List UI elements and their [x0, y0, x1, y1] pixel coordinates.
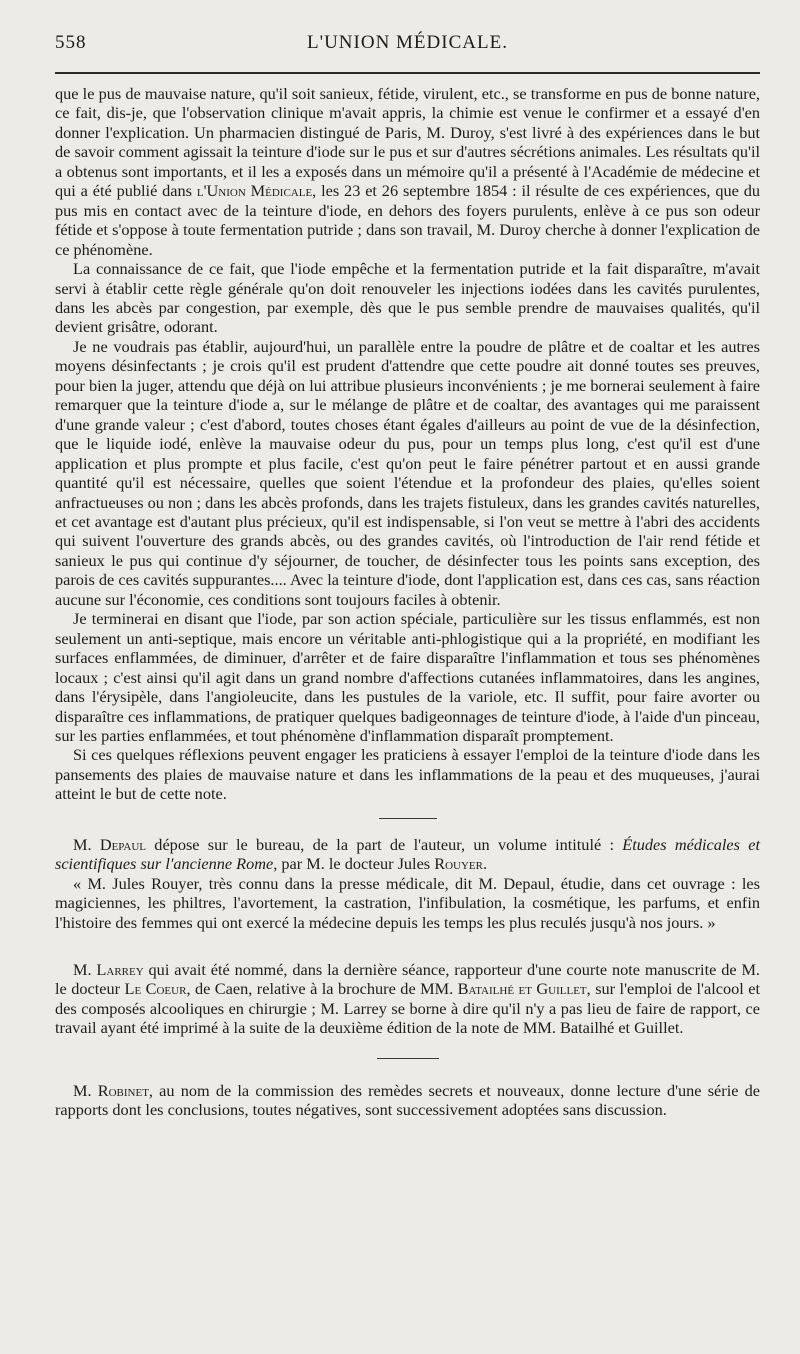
section-divider — [379, 818, 437, 819]
larrey-paragraph: M. Larrey qui avait été nommé, dans la dernière séance, rapporteur d'une courte note manuscrite de M. le docteur Le Coeur, de Caen, relative à la brochure de MM. Batailhé et Guillet, sur l'emploi de l'alcool et des composés alcooliques en chirurgie ; M. Larrey se borne à dire qu'il n'y a pas lieu de faire de rapport, ce travail ayant été imprimé à la suite de la deuxième édition de la note de MM. Batailhé et Guillet. — [55, 960, 760, 1038]
article-paragraph-5: Si ces quelques réflexions peuvent engager les praticiens à essayer l'emploi de la teinture d'iode dans les pansements des plaies de mauvaise nature et dans les inflammations de la peau et des muqueuses, j'aurai atteint le but de cette note. — [55, 745, 760, 804]
page-header — [55, 30, 760, 64]
article-paragraph-2: La connaissance de ce fait, que l'iode empêche et la fermentation putride et la fait disparaître, m'avait servi à établir cette règle générale qu'on doit renouveler les injections iodées dans les cavités purulentes, dans les abcès par congestion, par exemple, dès que le pus semble prendre de mauvaises qualités, qu'il devient grisâtre, odorant. — [55, 259, 760, 337]
author-names: Batailhé et Guillet — [457, 979, 587, 999]
depaul-paragraph: M. Depaul dépose sur le bureau, de la part de l'auteur, un volume intitulé : Études médicales et scientifiques sur l'ancienne Rome, par M. le docteur Jules Rouyer. — [55, 834, 761, 874]
speaker-name: M. Robinet — [73, 1080, 149, 1100]
journal-name: l'Union Médicale — [196, 181, 313, 201]
book-title: Études médicales et scientifiques sur l'ancienne Rome, — [55, 834, 761, 874]
running-title: L'UNION MÉDICALE. — [307, 32, 508, 53]
speaker-name: M. Larrey — [73, 960, 144, 980]
article-paragraph-3: Je ne voudrais pas établir, aujourd'hui, un parallèle entre la poudre de plâtre et de coaltar et les autres moyens désinfectants ; je crois qu'il est prudent d'attendre que cette poudre ait donné toutes ses preuves, pour bien la juger, attendu que déjà on lui attribue plusieurs inconvénients ; je me bornerai seulement à faire remarquer que la teinture d'iode a, sur le mélange de plâtre et de coaltar, des avantages qui me paraissent d'une grande valeur ; c'est d'abord, toutes choses étant égales d'ailleurs au point de vue de la désinfection, que le liquide iodé, enlève la mauvaise odeur du pus, pour un temps plus long, c'est qu'il est d'une application et plus prompte et plus facile, c'est qu'on peut le faire pénétrer partout et en aussi grande quantité qu'il est nécessaire, quelles que soient l'étendue et la profondeur des plaies, qu'elles soient anfractueuses ou non ; dans les abcès profonds, dans les trajets fistuleux, dans les grandes cavités naturelles, et cet avantage est d'autant plus précieux, qu'il est indispensable, si l'on veut se mettre à l'abri des accidents qui suivent l'ouverture des grands abcès, ou des grandes cavités, où l'introduction de l'air rend fétide et sanieux le pus qui continue d'y séjourner, de toucher, de désinfecter tous les points sans exception, des parois de ces cavités suppurantes.... Avec la teinture d'iode, dont l'application est, dans ces cas, sans réaction aucune sur l'économie, ces conditions sont toujours faciles à obtenir. — [55, 336, 760, 609]
author-name: Le Coeur — [124, 979, 187, 999]
depaul-quote: « M. Jules Rouyer, très connu dans la presse médicale, dit M. Depaul, étudie, dans cet ouvrage : les magiciennes, les philtres, l'avortement, la castration, l'infibulation, la cosmétique, les parfums, et enfin l'histoire des femmes qui ont exercé la médecine depuis les temps les plus reculés jusqu'à nos jours. » — [55, 873, 760, 932]
article-paragraph-1: que le pus de mauvaise nature, qu'il soit sanieux, fétide, virulent, etc., se transforme en pus de bonne nature, ce fait, dis-je, que l'observation clinique m'avait appris, la chimie est venue le confirmer et a essayé d'en donner l'explication. Un pharmacien distingué de Paris, M. Duroy, s'est livré à des expériences dans le but de savoir comment agissait la teinture d'iode sur le pus et sur d'autres sécrétions animales. Les résultats qu'il a obtenus sont importants, et il les a exposés dans un mémoire qu'il a présenté à l'Académie de médecine et qui a été publié dans l'Union Médicale, les 23 et 26 septembre 1854 : il résulte de ces expériences, que du pus mis en contact avec de la teinture d'iode, en dehors des foyers purulents, enlève à ce pus son odeur fétide et s'oppose à toute fermentation putride ; dans son travail, M. Duroy cherche à donner l'explication de ce phénomène. — [55, 84, 761, 259]
article-paragraph-4: Je terminerai en disant que l'iode, par son action spéciale, particulière sur les tissus enflammés, est non seulement un anti-septique, mais encore un véritable anti-phlogistique qui a la propriété, en modifiant les surfaces enflammées, de diminuer, d'arrêter et de faire disparaître l'inflammation et tous ses phénomènes locaux ; c'est ainsi qu'il agit dans un grand nombre d'affections cutanées inflammatoires, dans les angines, dans l'érysipèle, dans l'angioleucite, dans les pustules de la variole, etc. Il suffit, pour faire avorter ou disparaître ces inflammations, de pratiquer quelques badigeonnages de teinture d'iode, à l'aide d'un pinceau, sur les parties enflammées, et tout phénomène d'inflammation disparaît promptement. — [55, 609, 760, 745]
speaker-name: M. Depaul — [73, 834, 147, 854]
header-rule — [55, 72, 760, 74]
author-name: Rouyer — [434, 854, 483, 874]
robinet-paragraph: M. Robinet, au nom de la commission des remèdes secrets et nouveaux, donne lecture d'une série de rapports dont les conclusions, toutes négatives, sont successivement adoptées sans discussion. — [55, 1080, 760, 1120]
page-number: 558 — [55, 32, 87, 53]
section-divider — [377, 1058, 439, 1059]
